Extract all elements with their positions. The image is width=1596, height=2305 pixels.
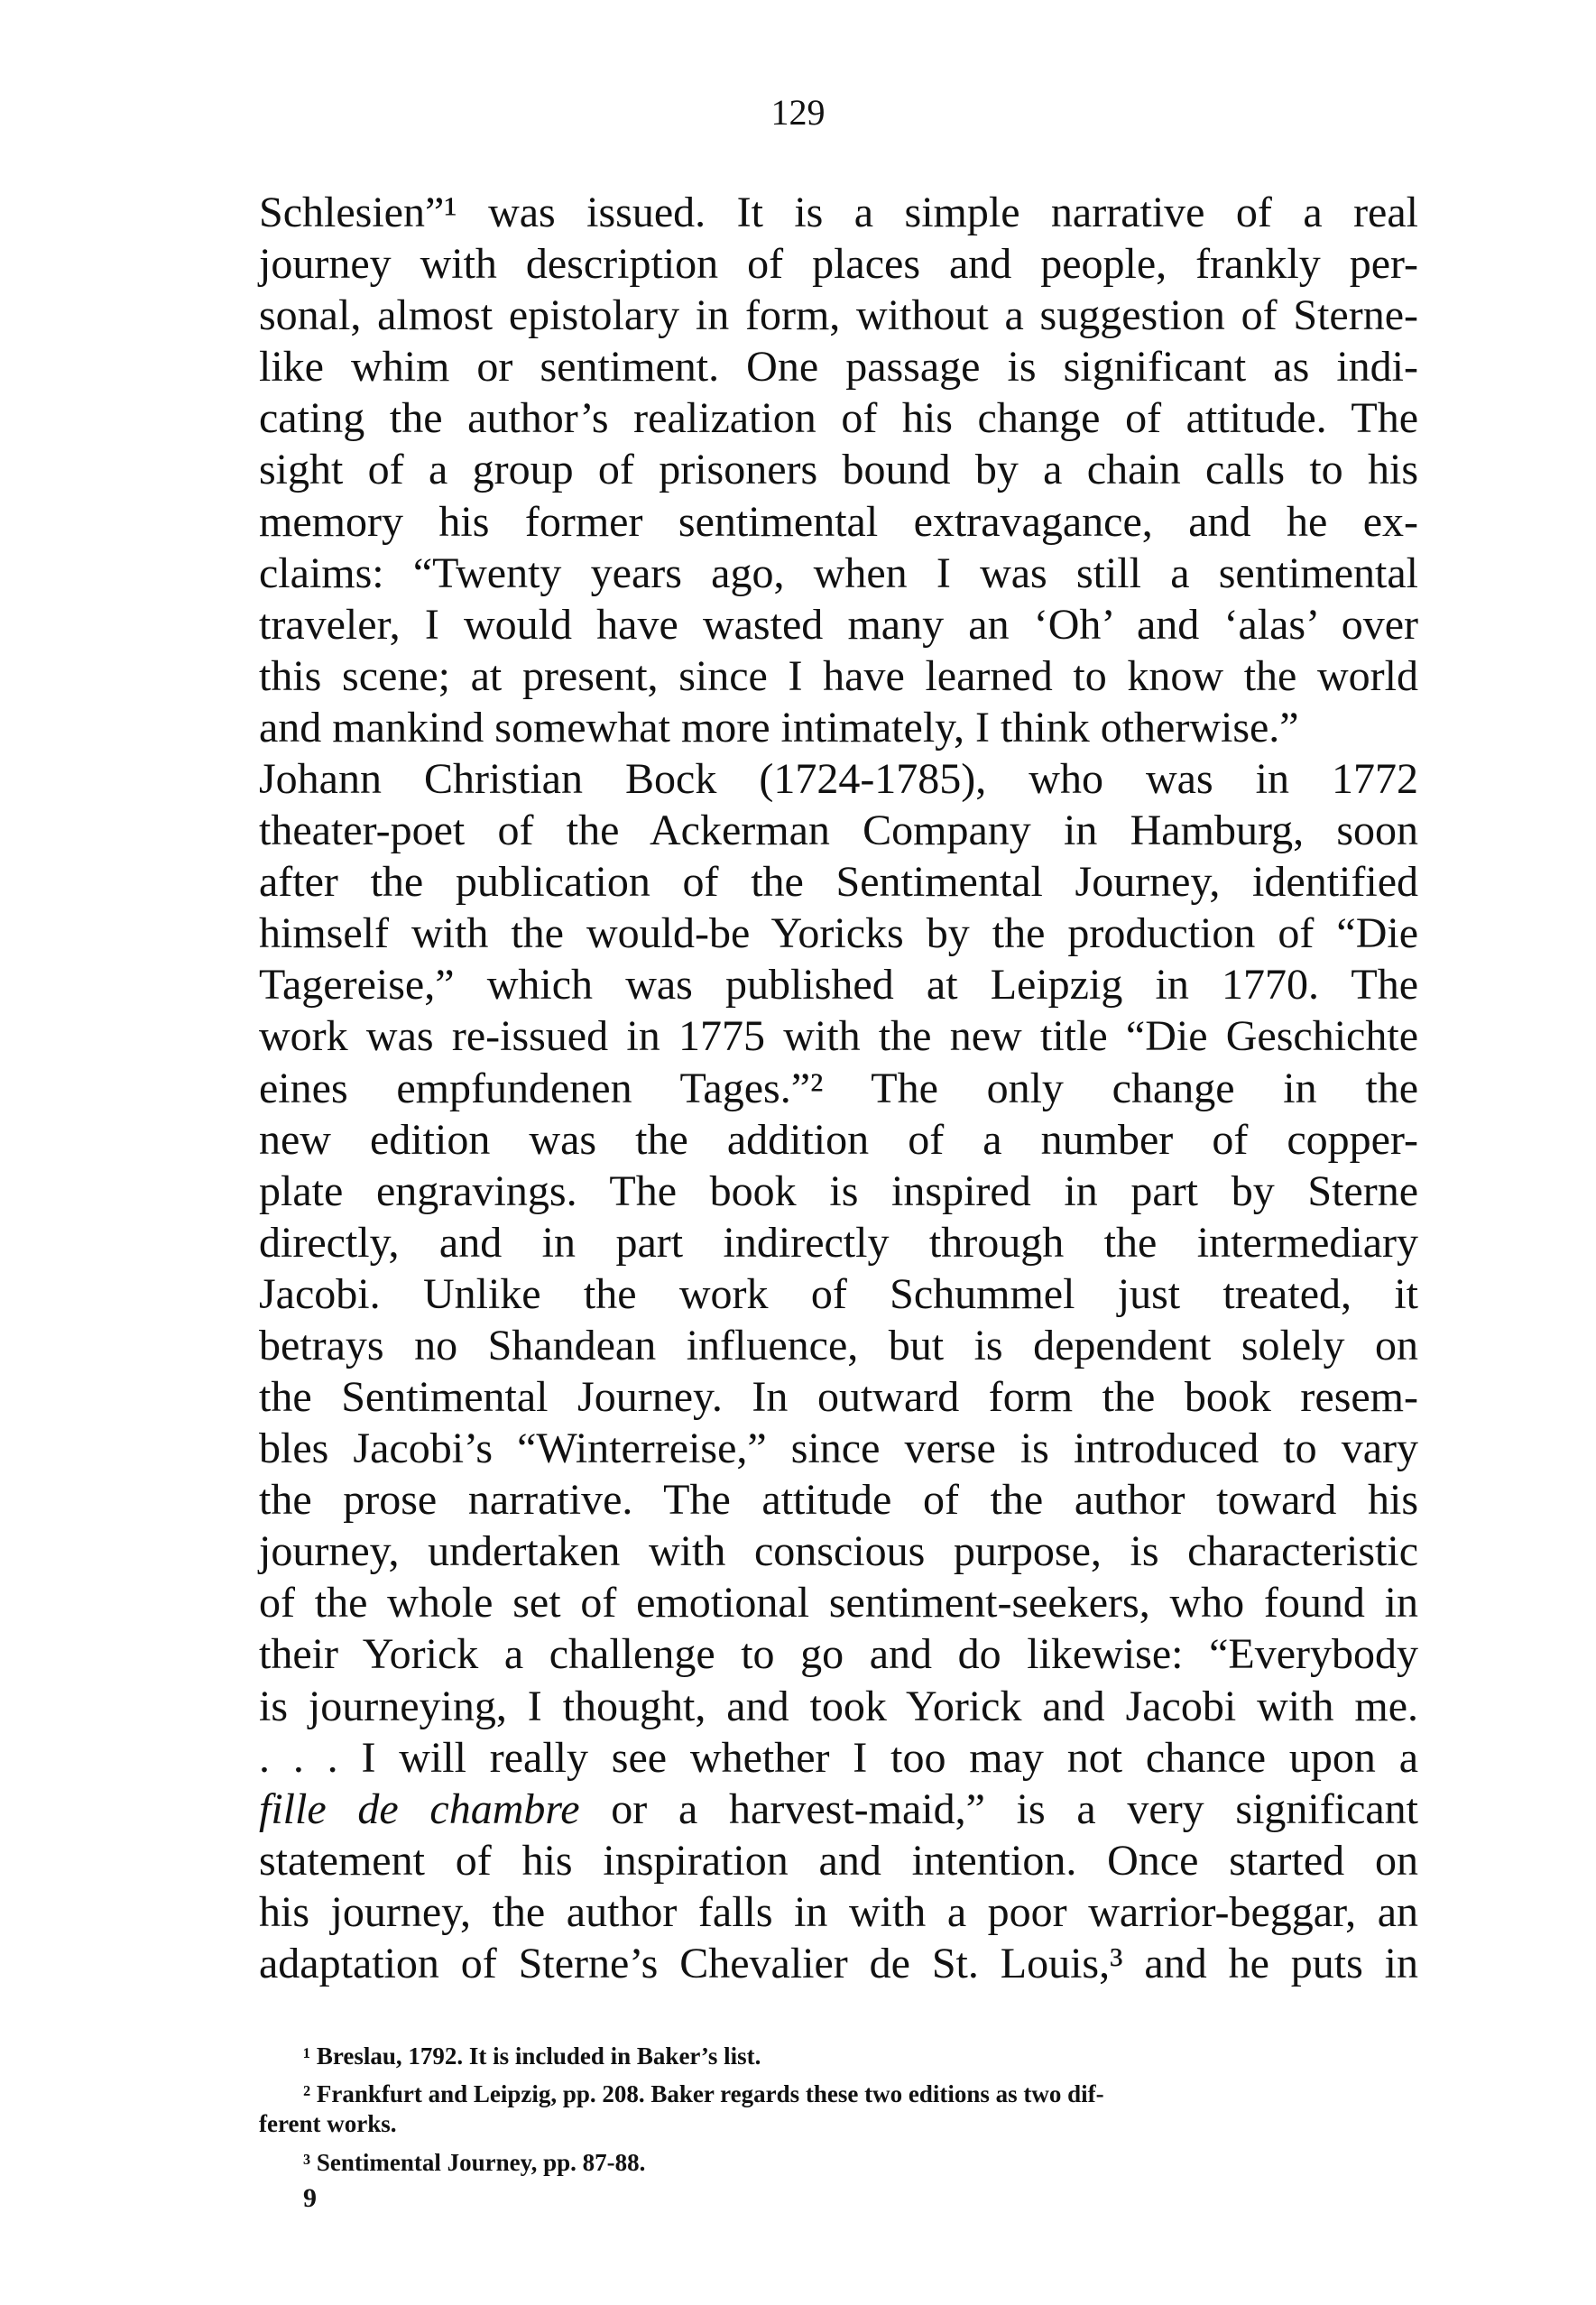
text-line: memory his former sentimental extravagance, and he ex- (259, 497, 1418, 546)
text-line: adaptation of Sterne’s Chevalier de St. Louis,³ and he puts in (259, 1940, 1418, 1987)
italic-phrase: fille de chambre (259, 1784, 580, 1833)
text-line: statement of his inspiration and intention. Once started on (259, 1836, 1418, 1885)
text-line: journey with description of places and people, frankly per- (259, 240, 1418, 289)
signature-mark: 9 (303, 2183, 317, 2213)
text-line: Schlesien”¹ was issued. It is a simple narrative of a real (259, 189, 1418, 236)
text-line: Tagereise,” which was published at Leipzig in 1770. The (259, 961, 1418, 1010)
text-line: is journeying, I thought, and took Yorick and Jacobi with me. (259, 1682, 1418, 1730)
footnote: ferent works. (259, 2110, 397, 2137)
text-line: and mankind somewhat more intimately, I think otherwise.” (259, 703, 1299, 751)
line-text: or a harvest-maid,” is a very significant (579, 1784, 1419, 1833)
text-line: the Sentimental Journey. In outward form the book resem- (259, 1373, 1418, 1422)
text-line: theater-poet of the Ackerman Company in Hamburg, soon (259, 807, 1418, 855)
text-line: . . . I will really see whether I too may not chance upon a (259, 1733, 1418, 1782)
page-number: 129 (770, 92, 826, 133)
text-line: like whim or sentiment. One passage is significant as indi- (259, 343, 1418, 392)
text-line: journey, undertaken with conscious purpose, is characteristic (259, 1527, 1418, 1576)
footnote: ² Frankfurt and Leipzig, pp. 208. Baker regards these two editions as two dif- (303, 2080, 1104, 2107)
text-line: claims: “Twenty years ago, when I was still a sentimental (259, 549, 1418, 597)
text-line: work was re-issued in 1775 with the new title “Die Geschichte (259, 1012, 1418, 1061)
text-line: after the publication of the Sentimental Journey, identified (259, 858, 1418, 907)
text-line: Johann Christian Bock (1724-1785), who was in 1772 (259, 754, 1418, 803)
text-line: cating the author’s realization of his change of attitude. The (259, 394, 1418, 443)
text-line: sonal, almost epistolary in form, without a suggestion of Sterne- (259, 291, 1418, 340)
text-line: Jacobi. Unlike the work of Schummel just treated, it (259, 1269, 1418, 1318)
text-line: sight of a group of prisoners bound by a chain calls to his (259, 446, 1418, 494)
text-line: bles Jacobi’s “Winterreise,” since verse is introduced to vary (259, 1424, 1418, 1473)
text-line: himself with the would-be Yoricks by the production of “Die (259, 909, 1418, 958)
text-line: betrays no Shandean influence, but is dependent solely on (259, 1321, 1418, 1369)
footnote: ¹ Breslau, 1792. It is included in Baker’s list. (303, 2042, 761, 2070)
text-line (259, 1784, 1418, 1835)
text-line: the prose narrative. The attitude of the author toward his (259, 1476, 1418, 1525)
text-line: plate engravings. The book is inspired in part by Sterne (259, 1166, 1418, 1215)
text-line: this scene; at present, since I have learned to know the world (259, 651, 1418, 700)
text-line: eines empfundenen Tages.”² The only change in the (259, 1064, 1418, 1112)
text-line: their Yorick a challenge to go and do likewise: “Everybody (259, 1630, 1418, 1679)
text-line: traveler, I would have wasted many an ‘Oh’ and ‘alas’ over (259, 600, 1418, 649)
text-line: new edition was the addition of a number of copper- (259, 1115, 1418, 1164)
text-line: directly, and in part indirectly through the intermediary (259, 1218, 1418, 1267)
footnote: ³ Sentimental Journey, pp. 87-88. (303, 2149, 646, 2176)
text-line: his journey, the author falls in with a poor warrior-beggar, an (259, 1887, 1418, 1936)
text-line: of the whole set of emotional sentiment-seekers, who found in (259, 1579, 1418, 1627)
